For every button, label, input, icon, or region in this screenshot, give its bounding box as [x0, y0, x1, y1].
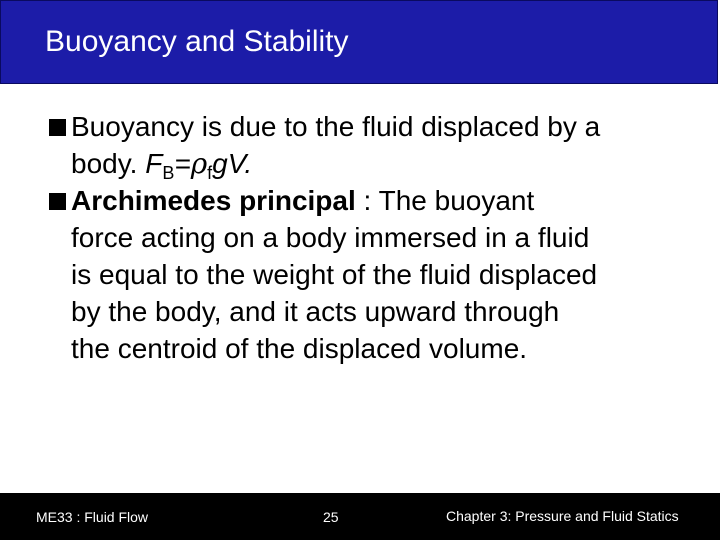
footer-chapter: Chapter 3: Pressure and Fluid Statics	[446, 508, 679, 524]
formula-subscript-f: f	[207, 163, 213, 183]
buoyant-force-formula	[145, 147, 253, 183]
square-bullet-icon	[49, 193, 66, 210]
archimedes-term: Archimedes principal	[71, 185, 356, 216]
bullet-text: is equal to the weight of the fluid displaced	[71, 259, 598, 290]
bullet-item-buoyancy	[0, 108, 720, 182]
bullet-text-body: body.	[71, 148, 146, 179]
bullet-text: the centroid of the displaced volume.	[71, 333, 528, 364]
slide-title: Buoyancy and Stability	[45, 25, 349, 58]
bullet-text-rest: : The buoyant	[355, 185, 535, 216]
title-bar	[0, 0, 718, 84]
bullet-text	[71, 182, 720, 219]
bullet-text: force acting on a body immersed in a fluid	[71, 222, 590, 253]
bullet-item-archimedes	[0, 182, 720, 367]
bullet-text: by the body, and it acts upward through	[71, 296, 560, 327]
footer-course: ME33 : Fluid Flow	[36, 509, 149, 525]
formula-symbol-rho: ρ	[190, 147, 208, 180]
formula-equals: =	[174, 148, 191, 179]
formula-symbol-f: F	[145, 148, 163, 179]
slide-content	[0, 108, 720, 367]
formula-rest: gV.	[212, 148, 253, 179]
bullet-text: Buoyancy is due to the fluid displaced by a	[71, 111, 601, 142]
footer-bar	[0, 493, 720, 540]
footer-page-number: 25	[323, 509, 339, 525]
formula-subscript-b: B	[162, 163, 175, 183]
square-bullet-icon	[49, 119, 66, 136]
bullet-text	[71, 145, 720, 182]
